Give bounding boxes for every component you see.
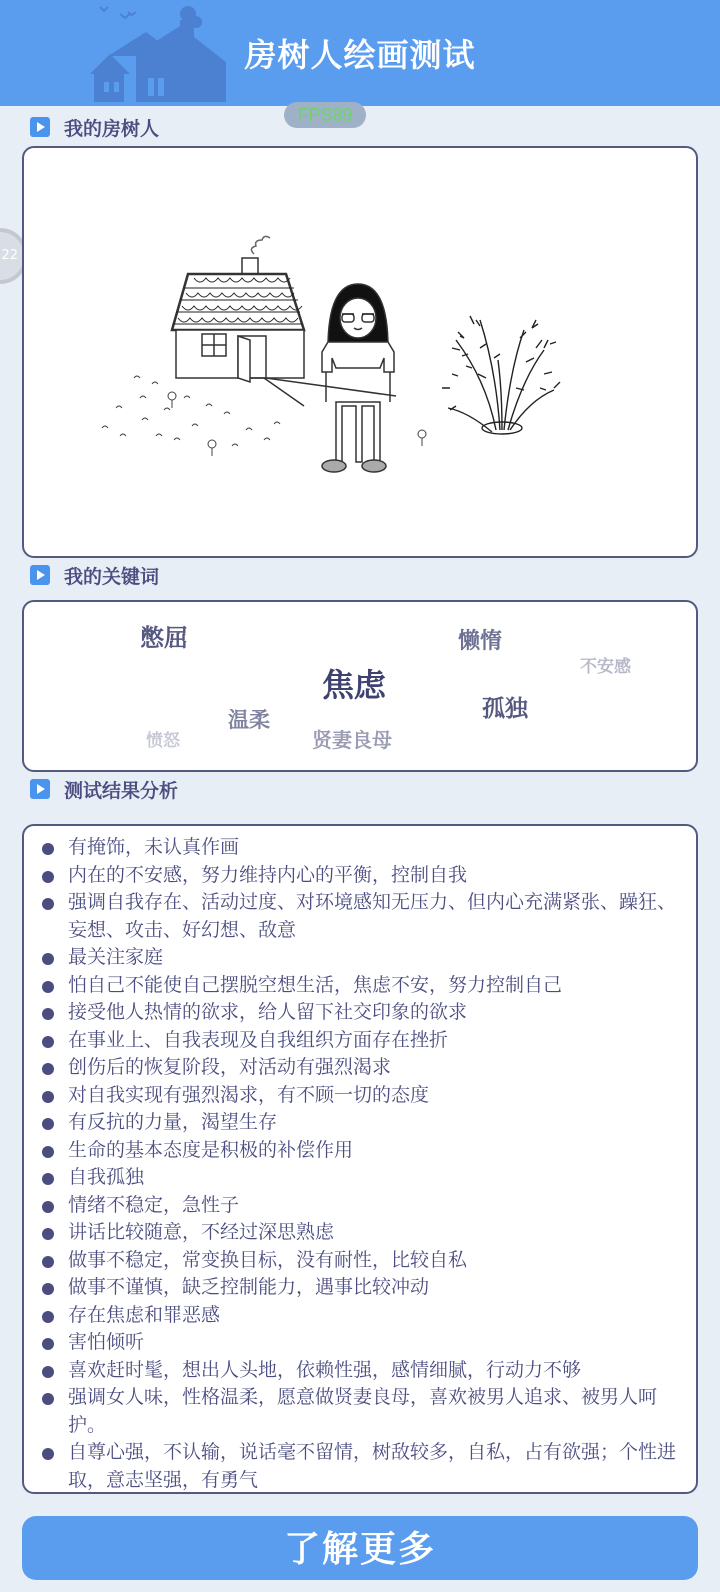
keyword-tag: 贤妻良母: [312, 728, 392, 752]
play-icon: [30, 117, 50, 137]
analysis-item: 强调女人味，性格温柔，愿意做贤妻良母，喜欢被男人追求、被男人呵护。: [38, 1384, 686, 1439]
analysis-item: 怕自己不能使自己摆脱空想生活，焦虑不安，努力控制自己: [38, 972, 686, 1000]
analysis-item: 讲话比较随意，不经过深思熟虑: [38, 1219, 686, 1247]
fps-badge: FPS89: [284, 102, 366, 128]
section-title-drawing: [30, 114, 159, 140]
section-label: 我的房树人: [64, 117, 160, 140]
analysis-item: 在事业上、自我表现及自我组织方面存在挫折: [38, 1027, 686, 1055]
learn-more-button[interactable]: 了解更多: [22, 1516, 698, 1580]
analysis-item: 最关注家庭: [38, 944, 686, 972]
keyword-tag: 焦虑: [322, 666, 387, 704]
keyword-tag: 不安感: [580, 657, 631, 677]
keyword-tag: 懒惰: [458, 629, 503, 654]
section-label: 测试结果分析: [64, 779, 179, 802]
section-label: 我的关键词: [64, 565, 160, 588]
play-icon: [30, 779, 50, 799]
analysis-item: 对自我实现有强烈渴求，有不顾一切的态度: [38, 1082, 686, 1110]
analysis-item: 有反抗的力量，渴望生存: [38, 1109, 686, 1137]
keyword-tag: 憋屈: [140, 624, 188, 652]
analysis-item: 自尊心强，不认输，说话毫不留情，树敌较多，自私，占有欲强；个性进取，意志坚强，有勇气: [38, 1439, 686, 1492]
analysis-item: 做事不稳定，常变换目标，没有耐性，比较自私: [38, 1247, 686, 1275]
analysis-item: 接受他人热情的欲求，给人留下社交印象的欲求: [38, 999, 686, 1027]
analysis-item: 创伤后的恢复阶段，对活动有强烈渴求: [38, 1054, 686, 1082]
person-drawing: [322, 284, 394, 472]
analysis-item: 强调自我存在、活动过度、对环境感知无压力、但内心充满紧张、躁狂、妄想、攻击、好幻想、敌意: [38, 889, 686, 944]
analysis-item: 有掩饰，未认真作画: [38, 834, 686, 862]
play-icon: [30, 565, 50, 585]
page-title: 房树人绘画测试: [244, 36, 476, 74]
analysis-item: 存在焦虑和罪恶感: [38, 1302, 686, 1330]
tree-drawing: [442, 316, 560, 434]
analysis-item: 害怕倾听: [38, 1329, 686, 1357]
analysis-item: 自我孤独: [38, 1164, 686, 1192]
analysis-item: 生命的基本态度是积极的补偿作用: [38, 1137, 686, 1165]
keyword-tag: 温柔: [228, 708, 270, 732]
analysis-card[interactable]: [22, 824, 698, 1494]
floating-bubble[interactable]: 22: [0, 228, 28, 284]
drawing-card: [22, 146, 698, 558]
section-title-analysis: [30, 776, 178, 802]
analysis-item: 内在的不安感，努力维持内心的平衡，控制自我: [38, 862, 686, 890]
analysis-item: 做事不谨慎，缺乏控制能力，遇事比较冲动: [38, 1274, 686, 1302]
keyword-tag: 孤独: [482, 696, 528, 722]
analysis-list[interactable]: [38, 834, 686, 1492]
app-header: [0, 0, 720, 106]
keywords-card: [22, 600, 698, 772]
analysis-item: 情绪不稳定，急性子: [38, 1192, 686, 1220]
keyword-tag: 愤怒: [146, 731, 180, 751]
section-title-keywords: [30, 562, 159, 588]
analysis-item: 喜欢赶时髦，想出人头地，依赖性强，感情细腻，行动力不够: [38, 1357, 686, 1385]
house-tree-person-drawing: [24, 148, 695, 555]
